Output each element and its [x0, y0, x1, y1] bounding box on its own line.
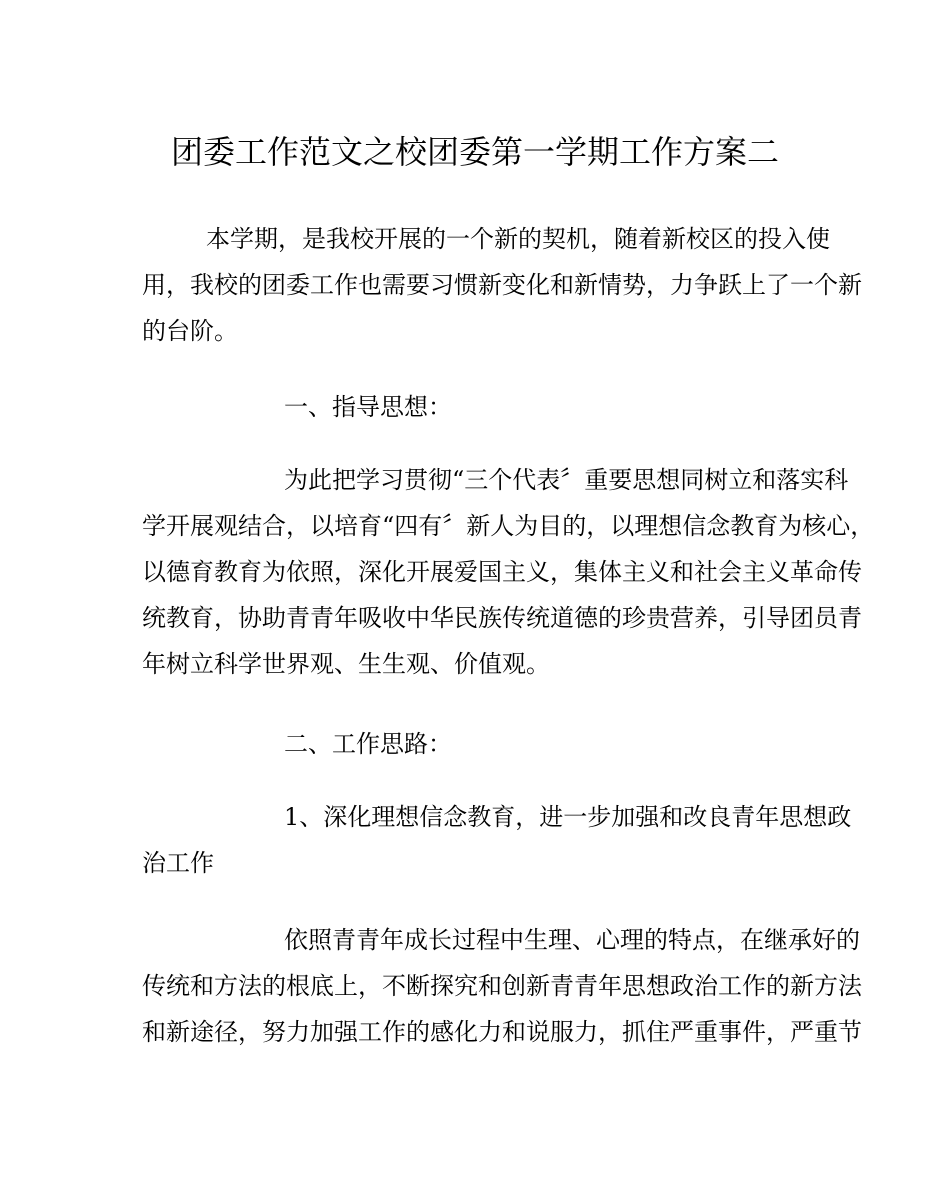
paragraph-line: 为此把学习贯彻“三个代表〞重要思想同树立和落实科: [284, 466, 849, 494]
paragraph-line: 统教育，协助青青年吸收中华民族传统道德的珍贵营养，引导团员青: [142, 604, 862, 632]
intro-line: 用，我校的团委工作也需要习惯新变化和新情势，力争跃上了一个新: [142, 271, 862, 299]
paragraph-line: 学开展观结合，以培育“四有〞新人为目的，以理想信念教育为核心，: [142, 512, 875, 540]
section-heading-guiding-thought: 一、指导思想：: [284, 393, 452, 421]
paragraph-line: 和新途径，努力加强工作的感化力和说服力，抓住严重事件，严重节: [142, 1018, 862, 1046]
paragraph-line: 依照青青年成长过程中生理、心理的特点，在继承好的: [284, 926, 860, 954]
paragraph-line: 以德育教育为依照，深化开展爱国主义，集体主义和社会主义革命传: [142, 558, 862, 586]
intro-line: 本学期，是我校开展的一个新的契机，随着新校区的投入使: [206, 225, 830, 253]
section-heading-work-approach: 二、工作思路：: [284, 730, 452, 758]
document-title: 团委工作范文之校团委第一学期工作方案二: [170, 133, 779, 171]
paragraph-line: 年树立科学世界观、生生观、价值观。: [142, 650, 550, 678]
item-heading-line: 治工作: [142, 849, 214, 877]
paragraph-line: 传统和方法的根底上，不断探究和创新青青年思想政治工作的新方法: [142, 972, 862, 1000]
intro-line: 的台阶。: [142, 317, 238, 345]
item-heading-line: 1、深化理想信念教育，进一步加强和改良青年思想政: [284, 803, 852, 831]
